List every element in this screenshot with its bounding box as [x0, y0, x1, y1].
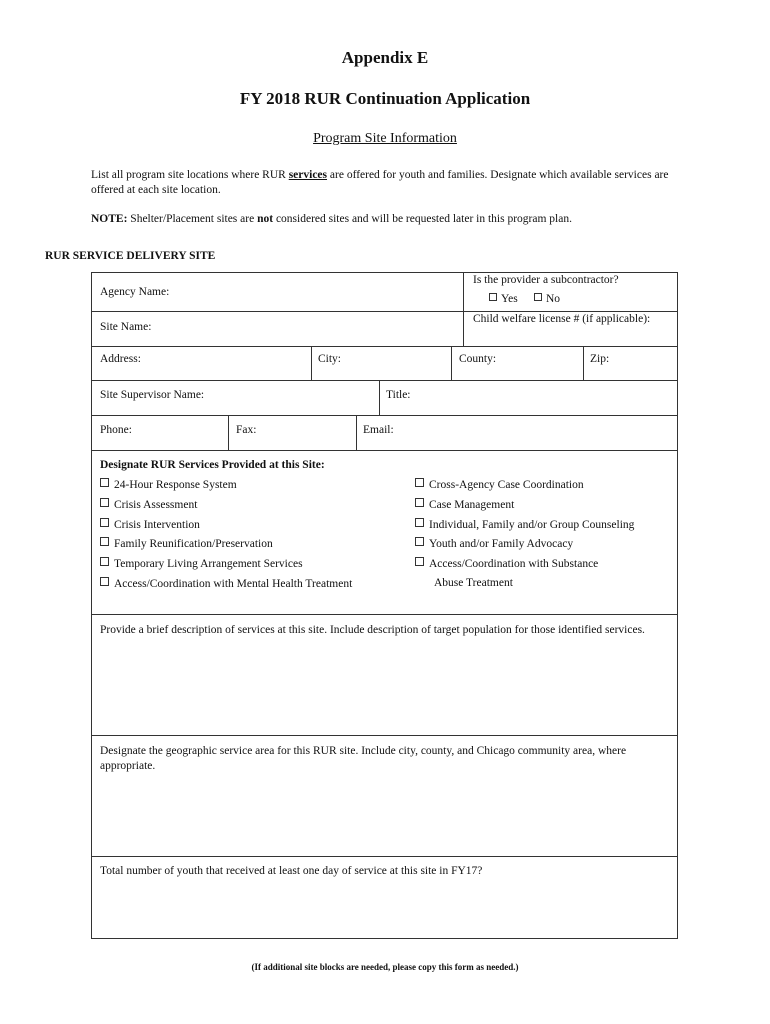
title-field[interactable]: Title:: [386, 389, 411, 401]
checkbox-icon: [415, 518, 424, 527]
site-form: [91, 272, 678, 939]
subcontractor-question: Is the provider a subcontractor?: [473, 274, 619, 286]
service-checkbox[interactable]: Temporary Living Arrangement Services: [100, 557, 303, 570]
section-heading: RUR SERVICE DELIVERY SITE: [45, 250, 216, 262]
checkbox-icon: [100, 518, 109, 527]
checkbox-icon: [415, 478, 424, 487]
youth-count-input[interactable]: [93, 883, 677, 933]
address-field[interactable]: Address:: [100, 353, 141, 365]
geography-prompt: Designate the geographic service area for this RUR site. Include city, county, and Chicago community area, where appropriate.: [100, 745, 627, 772]
service-checkbox[interactable]: Cross-Agency Case Coordination: [415, 478, 584, 491]
checkbox-icon: [534, 293, 542, 301]
note-paragraph: NOTE: Shelter/Placement sites are not considered sites and will be requested later in this program plan.: [91, 213, 572, 225]
service-checkbox[interactable]: Crisis Assessment: [100, 498, 197, 511]
site-name-field[interactable]: Site Name:: [100, 321, 152, 333]
service-checkbox[interactable]: Youth and/or Family Advocacy: [415, 537, 573, 550]
phone-field[interactable]: Phone:: [100, 424, 132, 436]
checkbox-icon: [100, 577, 109, 586]
checkbox-icon: [415, 537, 424, 546]
not-emphasis: not: [257, 213, 274, 225]
license-field[interactable]: Child welfare license # (if applicable):: [473, 313, 651, 325]
service-checkbox[interactable]: 24-Hour Response System: [100, 478, 237, 491]
document-title: FY 2018 RUR Continuation Application: [239, 89, 531, 108]
description-prompt: Provide a brief description of services at this site. Include description of target population for those identified services.: [100, 624, 645, 636]
checkbox-icon: [100, 537, 109, 546]
checkbox-icon: [100, 557, 109, 566]
zip-field[interactable]: Zip:: [590, 353, 610, 365]
checkbox-icon: [415, 498, 424, 507]
service-checkbox[interactable]: Family Reunification/Preservation: [100, 537, 273, 550]
geography-textarea[interactable]: [93, 774, 677, 854]
section-subtitle: Program Site Information: [313, 131, 457, 146]
service-checkbox[interactable]: Crisis Intervention: [100, 518, 200, 531]
fax-field[interactable]: Fax:: [236, 424, 257, 436]
site-supervisor-field[interactable]: Site Supervisor Name:: [100, 389, 205, 401]
appendix-label: Appendix E: [341, 48, 429, 67]
service-checkbox[interactable]: Case Management: [415, 498, 514, 511]
youth-count-prompt: Total number of youth that received at least one day of service at this site in FY17?: [100, 865, 483, 877]
service-checkbox[interactable]: Access/Coordination with Mental Health Treatment: [100, 577, 352, 590]
service-label-continued: Abuse Treatment: [434, 577, 513, 589]
email-field[interactable]: Email:: [363, 424, 394, 436]
description-textarea[interactable]: [93, 653, 677, 733]
checkbox-icon: [489, 293, 497, 301]
footer-note: (If additional site blocks are needed, please copy this form as needed.): [251, 962, 519, 972]
service-checkbox[interactable]: Individual, Family and/or Group Counseling: [415, 518, 634, 531]
services-emphasis: services: [288, 169, 328, 181]
services-heading: Designate RUR Services Provided at this Site:: [100, 459, 325, 471]
note-label: NOTE:: [91, 213, 128, 225]
checkbox-icon: [100, 478, 109, 487]
subcontractor-yes-checkbox[interactable]: Yes: [489, 293, 518, 305]
checkbox-icon: [415, 557, 424, 566]
service-checkbox[interactable]: Access/Coordination with Substance: [415, 557, 598, 570]
county-field[interactable]: County:: [459, 353, 497, 365]
checkbox-icon: [100, 498, 109, 507]
city-field[interactable]: City:: [318, 353, 342, 365]
subcontractor-no-checkbox[interactable]: No: [534, 293, 560, 305]
intro-paragraph: List all program site locations where RUR services are offered for youth and families. Designate which available services are offered at each site location.: [91, 169, 669, 196]
agency-name-field[interactable]: Agency Name:: [100, 286, 170, 298]
